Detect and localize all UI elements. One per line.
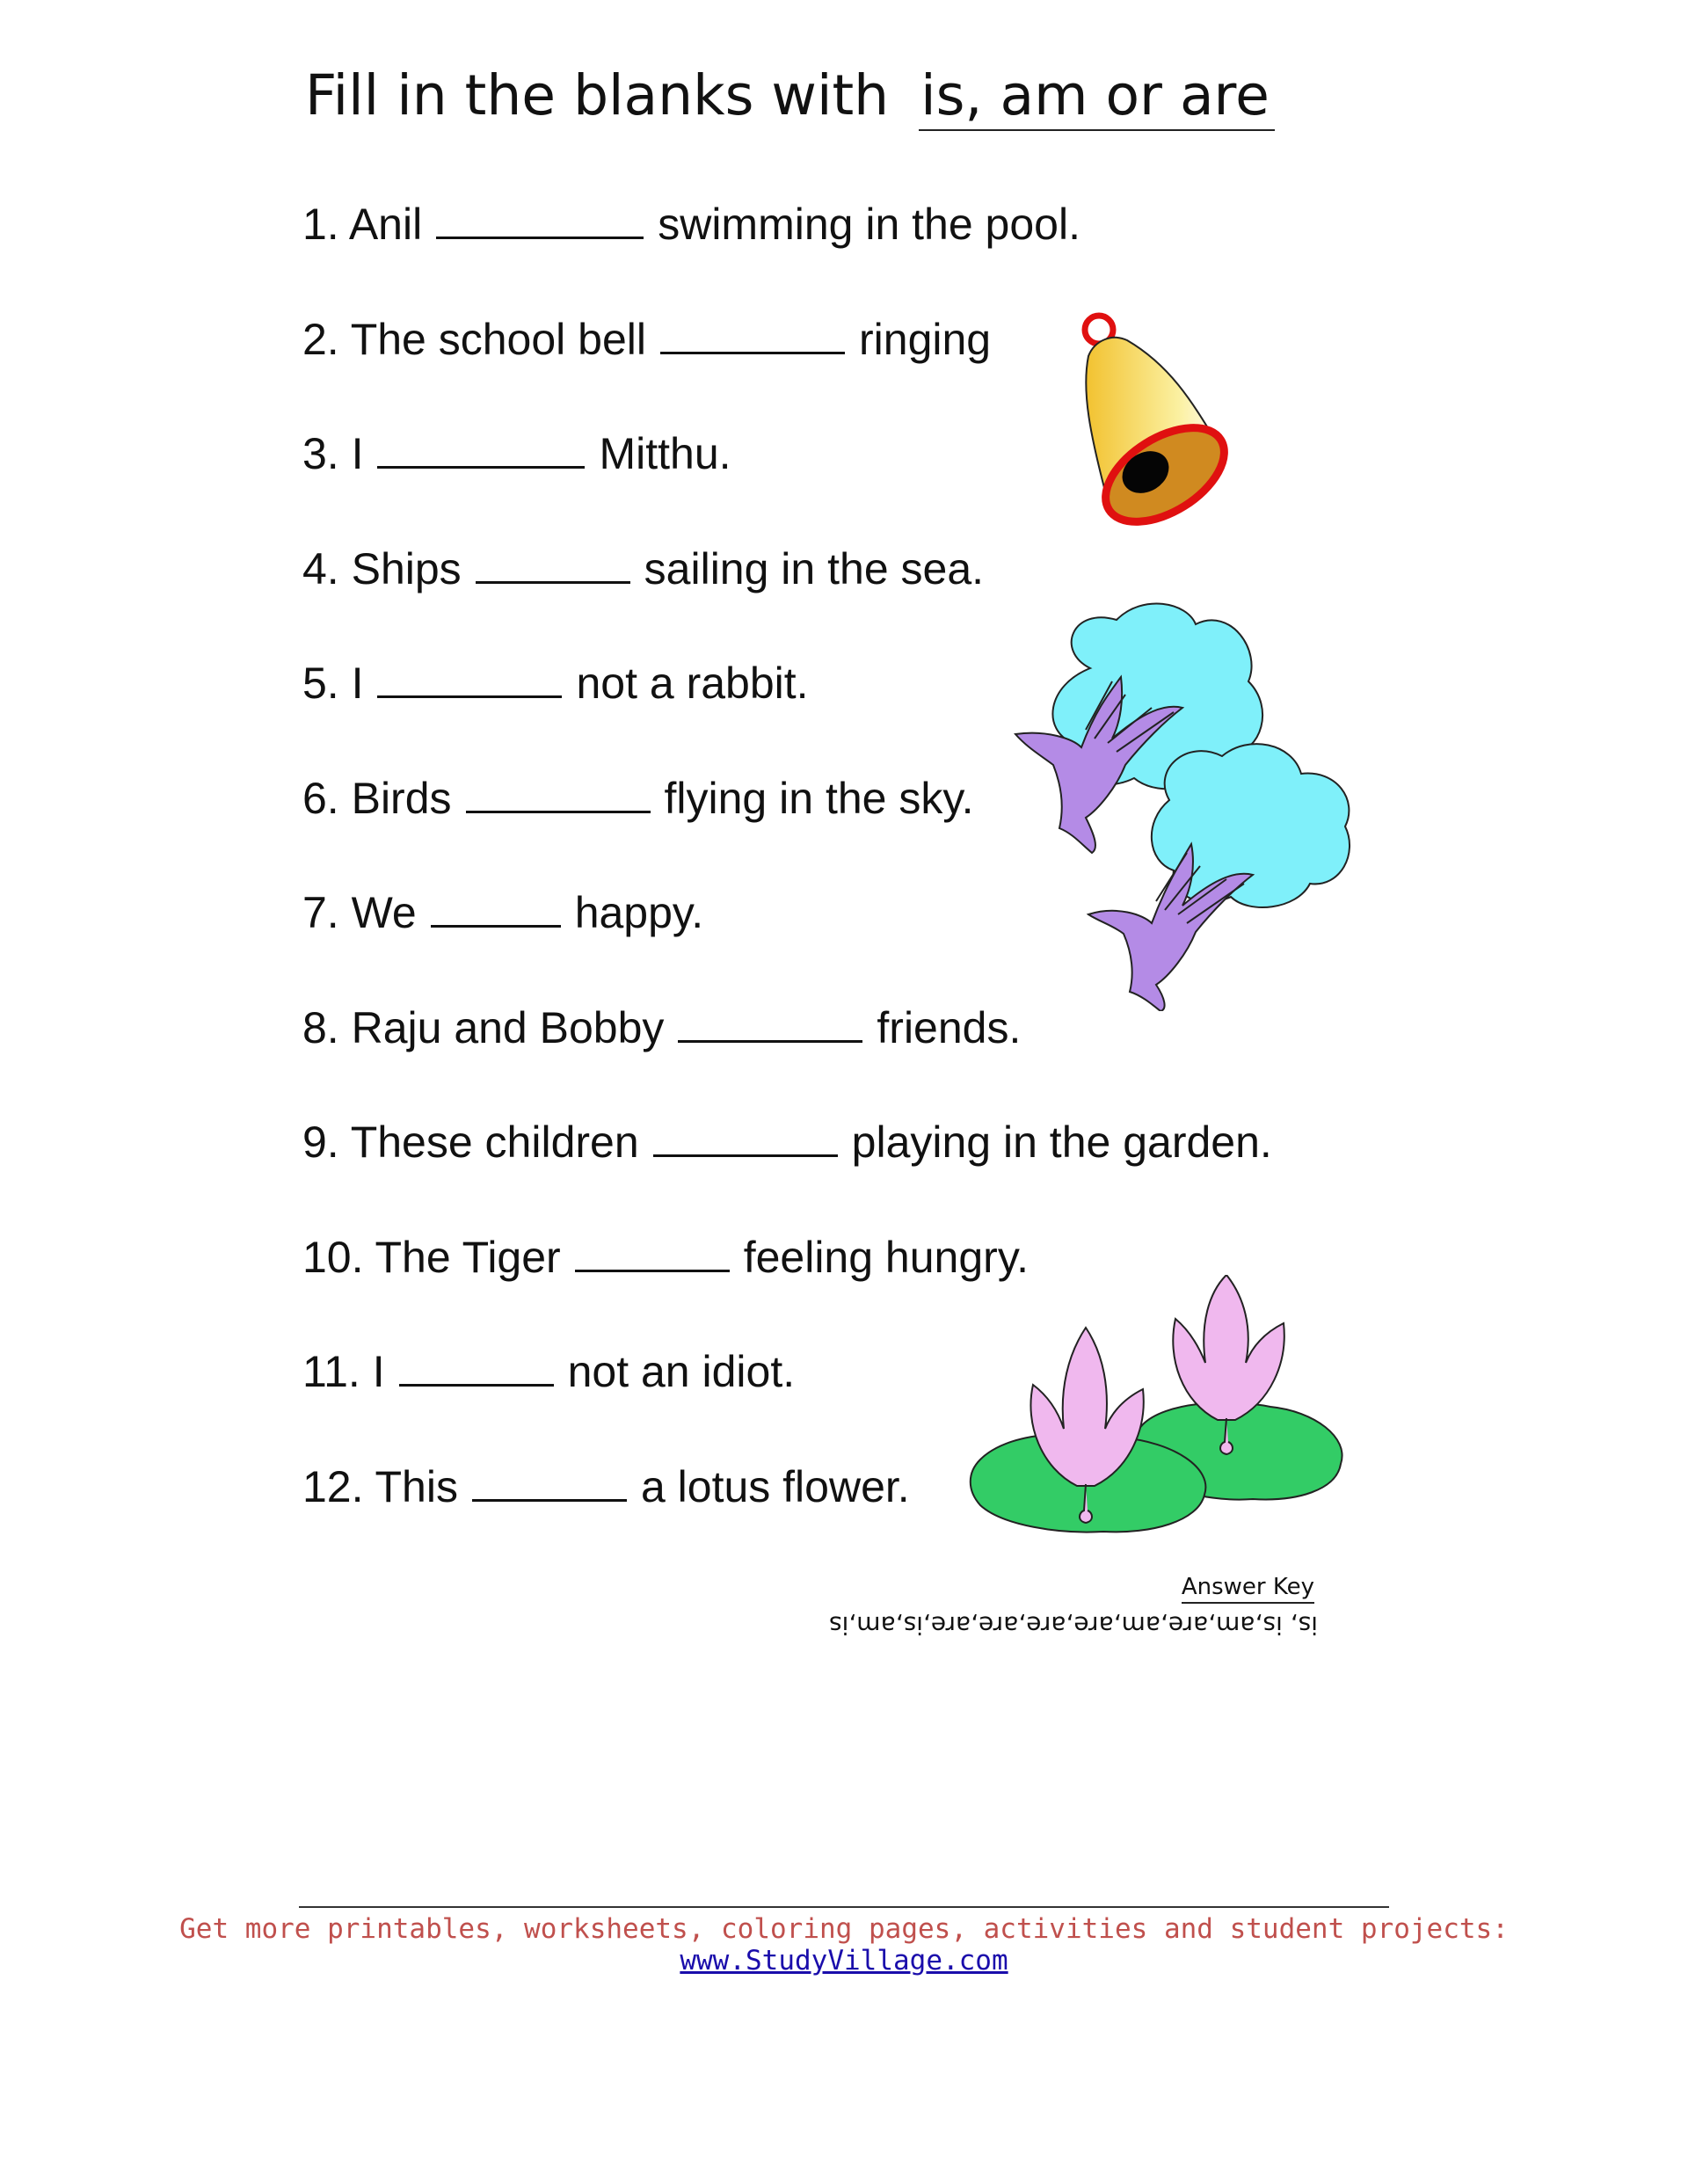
question-before: 1. Anil <box>302 200 423 249</box>
question-11 <box>302 1347 796 1396</box>
question-after: Mitthu. <box>599 429 731 478</box>
worksheet-title <box>305 63 1275 131</box>
question-after: not a rabbit. <box>576 659 809 708</box>
bell-icon <box>1064 303 1240 541</box>
question-before: 6. Birds <box>302 774 452 823</box>
answer-blank[interactable] <box>377 692 562 698</box>
question-12 <box>302 1462 910 1511</box>
question-after: sailing in the sea. <box>644 544 985 593</box>
footer-link-container <box>0 1945 1688 1977</box>
question-2 <box>302 315 992 364</box>
question-after: happy. <box>574 888 704 937</box>
answer-blank[interactable] <box>653 1151 838 1157</box>
question-before: 2. The school bell <box>302 315 646 364</box>
question-after: friends. <box>877 1003 1022 1052</box>
question-before: 10. The Tiger <box>302 1233 561 1282</box>
question-after: playing in the garden. <box>851 1117 1272 1167</box>
question-9 <box>302 1117 1272 1167</box>
question-7 <box>302 888 704 937</box>
question-3 <box>302 429 731 478</box>
question-before: 9. These children <box>302 1117 639 1167</box>
question-before: 11. I <box>302 1347 385 1396</box>
question-after: ringing <box>859 315 992 364</box>
question-before: 12. This <box>302 1462 458 1511</box>
answer-key-answers: is, is,am,are,am,are,are,are,are,is,am,is <box>829 1611 1318 1640</box>
question-after: flying in the sky. <box>664 774 974 823</box>
answer-blank[interactable] <box>476 578 630 584</box>
answer-blank[interactable] <box>575 1266 730 1272</box>
question-8 <box>302 1003 1022 1052</box>
answer-blank[interactable] <box>399 1380 554 1387</box>
answer-blank[interactable] <box>472 1496 627 1502</box>
answer-blank[interactable] <box>466 807 651 813</box>
answer-key <box>829 1574 1323 1653</box>
question-after: not an idiot. <box>567 1347 796 1396</box>
footer-text: Get more printables, worksheets, coloring pages, activities and student projects: <box>179 1913 1509 1945</box>
lotus-icon <box>963 1275 1350 1556</box>
title-highlight: is, am or are <box>919 65 1275 131</box>
answer-blank[interactable] <box>660 348 845 354</box>
question-after: swimming in the pool. <box>658 200 1080 249</box>
question-before: 4. Ships <box>302 544 462 593</box>
birds-icon <box>1011 598 1358 1011</box>
question-after: a lotus flower. <box>640 1462 910 1511</box>
question-5 <box>302 659 809 708</box>
question-before: 3. I <box>302 429 364 478</box>
question-6 <box>302 774 974 823</box>
answer-blank[interactable] <box>436 233 644 239</box>
title-prefix: Fill in the blanks with <box>305 63 890 127</box>
question-1 <box>302 200 1080 249</box>
studyvillage-link[interactable]: www.StudyVillage.com <box>680 1945 1008 1977</box>
question-before: 7. We <box>302 888 417 937</box>
question-after: feeling hungry. <box>743 1233 1029 1282</box>
question-10 <box>302 1233 1029 1282</box>
question-4 <box>302 544 985 593</box>
footer-divider <box>299 1906 1389 1908</box>
question-before: 5. I <box>302 659 364 708</box>
answer-key-title: Answer Key <box>1182 1574 1314 1604</box>
answer-blank[interactable] <box>431 921 561 928</box>
question-before: 8. Raju and Bobby <box>302 1003 665 1052</box>
answer-blank[interactable] <box>678 1037 862 1043</box>
answer-blank[interactable] <box>377 462 585 469</box>
